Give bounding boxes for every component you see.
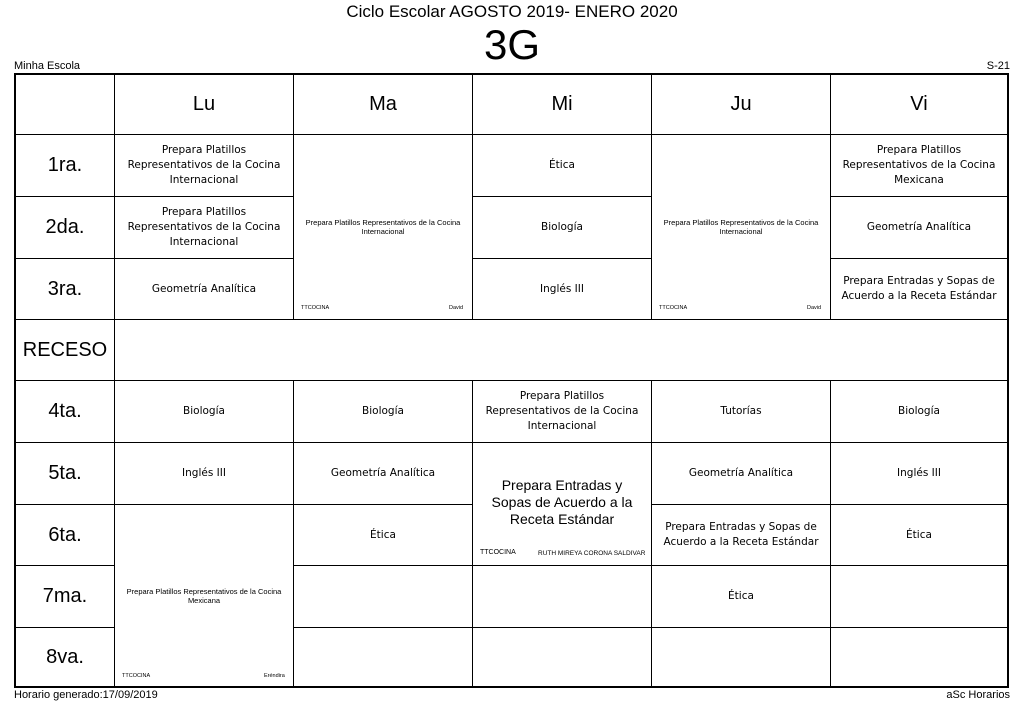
- grid-line: [293, 627, 1007, 628]
- lesson-block-label: Prepara Entradas y Sopas de Acuerdo a la Receta Estándar: [491, 476, 633, 527]
- lesson-block-label: Prepara Platillos Representativos de la Cocina Internacional: [305, 218, 461, 236]
- lesson-cell[interactable]: Geometría Analítica: [330, 467, 436, 479]
- lesson-cell[interactable]: Prepara Platillos Representativos de la Cocina Internacional: [485, 390, 639, 432]
- lesson-block-code: TTCOCINA: [122, 673, 151, 679]
- day-header-lu: Lu: [192, 93, 216, 115]
- day-header-mi: Mi: [551, 93, 573, 115]
- lesson-block-code: TTCOCINA: [480, 549, 516, 556]
- lesson-cell[interactable]: Ética: [728, 590, 754, 602]
- lesson-cell[interactable]: Inglés III: [182, 467, 226, 479]
- lesson-cell[interactable]: Biología: [183, 405, 225, 417]
- lesson-block-label: Prepara Platillos Representativos de la Cocina Mexicana: [126, 586, 282, 605]
- lesson-cell[interactable]: Prepara Platillos Representativos de la Cocina Internacional: [127, 144, 281, 186]
- lesson-cell[interactable]: Prepara Entradas y Sopas de Acuerdo a la Receta Estándar: [663, 521, 819, 548]
- period-label-receso: RECESO: [22, 338, 108, 361]
- lesson-block-teacher: David: [449, 305, 464, 311]
- lesson-cell[interactable]: Ética: [370, 528, 396, 541]
- cycle-title: Ciclo Escolar AGOSTO 2019- ENERO 2020: [346, 2, 678, 21]
- lesson-cell[interactable]: Prepara Platillos Representativos de la Cocina Mexicana: [842, 144, 996, 186]
- lesson-block-ma[interactable]: [294, 135, 472, 319]
- timetable-grid: [14, 73, 1009, 688]
- lesson-block-label: Prepara Platillos Representativos de la Cocina Internacional: [663, 218, 819, 236]
- grid-line: [16, 319, 1007, 320]
- lesson-block-ju[interactable]: [652, 135, 830, 319]
- lesson-block-lu[interactable]: [115, 505, 293, 686]
- lesson-cell[interactable]: Tutorías: [720, 405, 762, 417]
- lesson-block-code: TTCOCINA: [659, 305, 688, 311]
- lesson-cell[interactable]: Prepara Platillos Representativos de la Cocina Internacional: [127, 206, 281, 248]
- lesson-cell[interactable]: Ética: [549, 159, 575, 171]
- lesson-cell[interactable]: Geometría Analítica: [151, 282, 257, 295]
- school-name: Minha Escola: [14, 60, 81, 72]
- period-label: 7ma.: [42, 585, 88, 607]
- grid-line: [293, 565, 1007, 566]
- lesson-cell[interactable]: Inglés III: [897, 467, 941, 479]
- room-code: S-21: [986, 60, 1010, 72]
- day-header-ma: Ma: [369, 93, 397, 115]
- lesson-block-teacher: David: [807, 305, 822, 311]
- lesson-cell[interactable]: Biología: [541, 221, 583, 233]
- lesson-cell[interactable]: Biología: [362, 405, 404, 417]
- day-header-ju: Ju: [730, 93, 752, 115]
- period-label: 1ra.: [47, 154, 83, 176]
- lesson-block-teacher: RUTH MIREYA CORONA SALDIVAR: [538, 550, 646, 557]
- group-title: 3G: [483, 21, 541, 68]
- lesson-block-mi[interactable]: [473, 443, 651, 547]
- lesson-cell[interactable]: Prepara Entradas y Sopas de Acuerdo a la Receta Estándar: [841, 275, 997, 302]
- period-label: 6ta.: [48, 523, 82, 546]
- period-label: 8va.: [46, 645, 84, 668]
- lesson-cell[interactable]: Biología: [898, 405, 940, 417]
- software-credit: aSc Horarios: [946, 689, 1010, 701]
- lesson-cell[interactable]: Ética: [906, 528, 932, 541]
- generated-date: Horario generado:17/09/2019: [14, 689, 158, 701]
- lesson-cell[interactable]: Geometría Analítica: [688, 467, 794, 479]
- period-label: 4ta.: [48, 400, 82, 422]
- period-label: 5ta.: [48, 462, 82, 484]
- lesson-cell[interactable]: Inglés III: [540, 282, 584, 295]
- day-header-vi: Vi: [910, 93, 928, 115]
- period-label: 2da.: [45, 216, 85, 238]
- lesson-cell[interactable]: Geometría Analítica: [866, 221, 972, 233]
- period-label: 3ra.: [47, 277, 83, 300]
- lesson-block-code: TTCOCINA: [301, 305, 330, 311]
- lesson-block-teacher: Eréndira: [264, 673, 285, 679]
